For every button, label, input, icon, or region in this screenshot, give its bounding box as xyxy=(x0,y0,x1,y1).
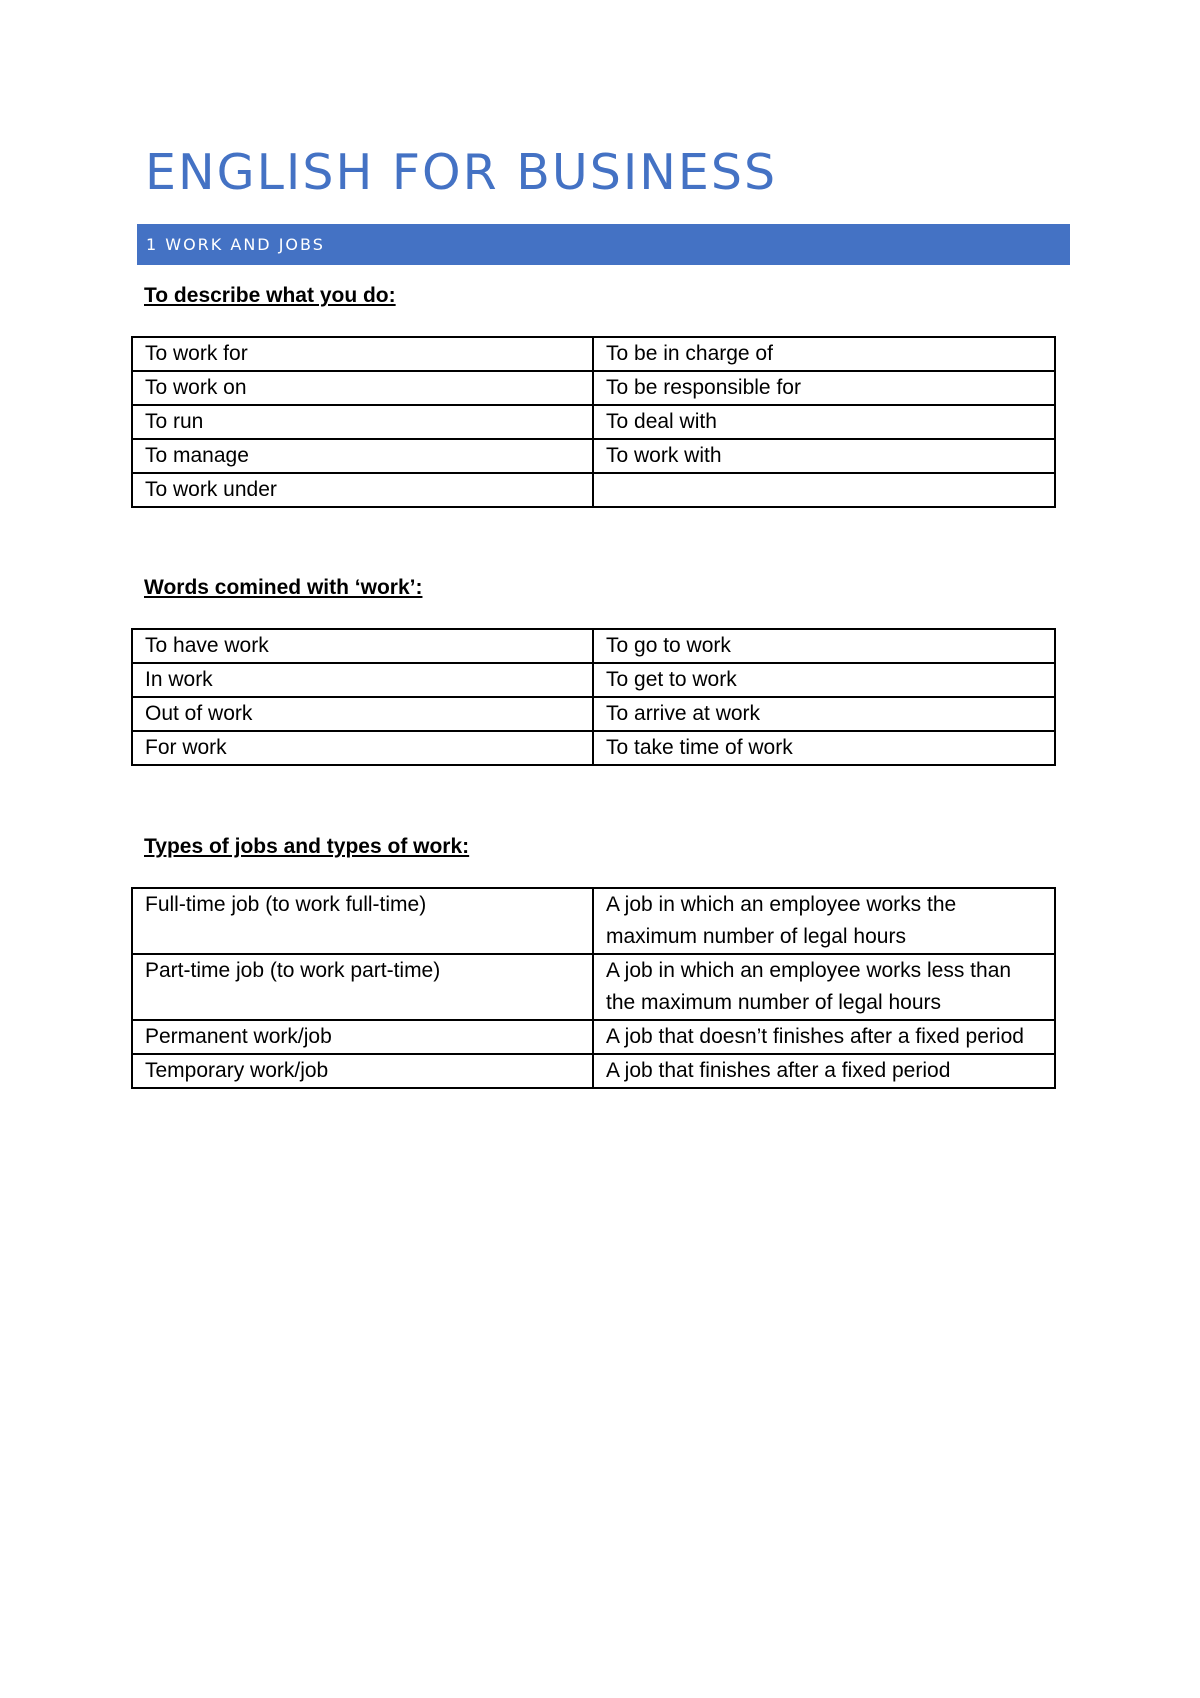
describe-heading: To describe what you do: xyxy=(144,284,396,307)
table-row xyxy=(132,629,1055,663)
table-cell: A job that finishes after a fixed period xyxy=(593,1054,1055,1088)
table-row xyxy=(132,405,1055,439)
table-row xyxy=(132,663,1055,697)
table-cell: A job that doesn’t finishes after a fixed period xyxy=(593,1020,1055,1054)
table-cell: Part-time job (to work part-time) xyxy=(132,954,593,1020)
table-cell: To be in charge of xyxy=(593,337,1055,371)
table-row xyxy=(132,697,1055,731)
types-table xyxy=(131,887,1056,1089)
table-row xyxy=(132,1020,1055,1054)
table-cell: Full-time job (to work full-time) xyxy=(132,888,593,954)
table-cell: To manage xyxy=(132,439,593,473)
table-row xyxy=(132,731,1055,765)
table-cell: To work on xyxy=(132,371,593,405)
table-cell: To work under xyxy=(132,473,593,507)
table-cell-empty xyxy=(593,473,1055,507)
table-cell: To arrive at work xyxy=(593,697,1055,731)
table-cell: A job in which an employee works less than the maximum number of legal hours xyxy=(593,954,1055,1020)
table-cell: For work xyxy=(132,731,593,765)
section-banner: 1 WORK AND JOBS xyxy=(137,224,1070,265)
table-cell: To go to work xyxy=(593,629,1055,663)
combined-heading: Words comined with ‘work’: xyxy=(144,576,423,599)
table-cell: To have work xyxy=(132,629,593,663)
table-row xyxy=(132,954,1055,1020)
types-heading: Types of jobs and types of work: xyxy=(144,835,470,858)
table-row xyxy=(132,337,1055,371)
table-cell: To run xyxy=(132,405,593,439)
table-cell: To be responsible for xyxy=(593,371,1055,405)
table-row xyxy=(132,888,1055,954)
table-row xyxy=(132,371,1055,405)
table-row xyxy=(132,473,1055,507)
table-row xyxy=(132,1054,1055,1088)
table-cell: To work for xyxy=(132,337,593,371)
table-cell: To work with xyxy=(593,439,1055,473)
table-cell: Permanent work/job xyxy=(132,1020,593,1054)
table-cell: Temporary work/job xyxy=(132,1054,593,1088)
table-cell: In work xyxy=(132,663,593,697)
table-cell: To deal with xyxy=(593,405,1055,439)
table-cell: Out of work xyxy=(132,697,593,731)
table-cell: A job in which an employee works the maximum number of legal hours xyxy=(593,888,1055,954)
table-row xyxy=(132,439,1055,473)
page-title: ENGLISH FOR BUSINESS xyxy=(145,144,778,201)
table-cell: To take time of work xyxy=(593,731,1055,765)
table-cell: To get to work xyxy=(593,663,1055,697)
describe-table xyxy=(131,336,1056,508)
combined-table xyxy=(131,628,1056,766)
